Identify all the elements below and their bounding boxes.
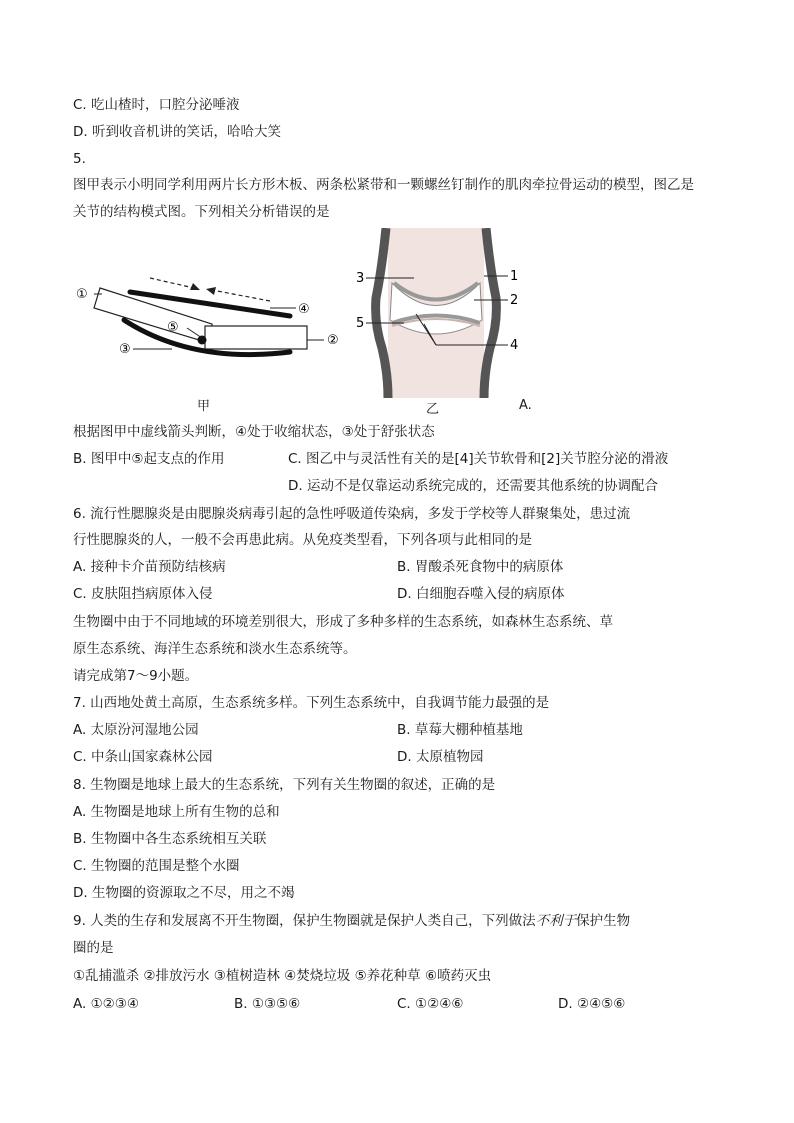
jia-label-2: ② xyxy=(327,333,339,348)
q5-stem-line1: 图甲表示小明同学利用两片长方形木板、两条松紧带和一颗螺丝钉制作的肌肉牵拉骨运动的模型，图乙是 xyxy=(73,177,694,193)
yi-label-5: 5 xyxy=(356,316,365,331)
q6-option-c: C. 皮肤阻挡病原体入侵 xyxy=(73,586,213,602)
q5-option-a: 根据图甲中虚线箭头判断，④处于收缩状态，③处于舒张状态 xyxy=(73,424,435,440)
q5-stem-line2: 关节的结构模式图。下列相关分析错误的是 xyxy=(73,204,330,220)
q9-stem-line2: 圈的是 xyxy=(73,940,114,956)
q9-stem-line1 xyxy=(73,912,630,930)
intro-line3: 请完成第7～9小题。 xyxy=(73,668,199,684)
q9-option-c: C. ①②④⑥ xyxy=(397,996,464,1012)
jia-label-5: ⑤ xyxy=(167,320,179,335)
joint-capsule-right xyxy=(484,228,496,398)
q7-option-d: D. 太原植物园 xyxy=(397,749,484,765)
q8-option-d: D. 生物圈的资源取之不尽，用之不竭 xyxy=(73,885,295,901)
q7-stem: 7. 山西地处黄土高原，生态系统多样。下列生态系统中，自我调节能力最强的是 xyxy=(73,695,550,711)
q6-option-b: B. 胃酸杀死食物中的病原体 xyxy=(397,559,564,575)
yi-label-2: 2 xyxy=(510,293,519,308)
lower-board xyxy=(205,326,307,349)
q9-option-b: B. ①③⑤⑥ xyxy=(234,996,301,1012)
q9-items: ①乱捕滥杀 ②排放污水 ③植树造林 ④焚烧垃圾 ⑤养花种草 ⑥喷药灭虫 xyxy=(73,968,492,984)
yi-label-1: 1 xyxy=(510,269,519,284)
figure-jia-caption: 甲 xyxy=(197,399,211,414)
q5-option-b: B. 图甲中⑤起支点的作用 xyxy=(73,451,225,467)
q5-number: 5. xyxy=(73,151,86,167)
intro-line1: 生物圈中由于不同地域的环境差别很大，形成了多种多样的生态系统，如森林生态系统、草 xyxy=(73,614,613,630)
intro-line2: 原生态系统、海洋生态系统和淡水生态系统等。 xyxy=(73,641,357,657)
dashed-arrow-right xyxy=(212,290,270,301)
arrowhead-left xyxy=(190,283,200,290)
q6-stem-line2: 行性腮腺炎的人，一般不会再患此病。从免疫类型看，下列各项与此相同的是 xyxy=(73,532,532,548)
q4-option-c: C. 吃山楂时，口腔分泌唾液 xyxy=(73,97,240,113)
q9-stem-text-end: 保护生物 xyxy=(576,913,631,929)
q6-stem-line1: 6. 流行性腮腺炎是由腮腺炎病毒引起的急性呼吸道传染病，多发于学校等人群聚集处，患过流 xyxy=(73,506,631,522)
figure-jia-muscle-model xyxy=(72,268,352,368)
q9-emphasis: 不利于 xyxy=(535,913,577,929)
q5-option-c: C. 图乙中与灵活性有关的是[4]关节软骨和[2]关节腔分泌的滑液 xyxy=(288,451,669,467)
q5-option-a-marker: A. xyxy=(519,398,532,413)
q7-option-b: B. 草莓大棚种植基地 xyxy=(397,722,523,738)
screw-5 xyxy=(198,336,207,345)
q6-option-d: D. 白细胞吞噬入侵的病原体 xyxy=(397,586,565,602)
yi-label-3: 3 xyxy=(356,271,365,286)
joint-capsule-left xyxy=(376,228,388,398)
figure-yi-joint-structure xyxy=(352,228,527,398)
yi-label-4: 4 xyxy=(510,338,519,353)
figure-yi-caption: 乙 xyxy=(426,402,440,417)
jia-label-4: ④ xyxy=(298,302,310,317)
q9-option-d: D. ②④⑤⑥ xyxy=(558,996,626,1012)
q6-option-a: A. 接种卡介苗预防结核病 xyxy=(73,559,226,575)
q4-option-d: D. 听到收音机讲的笑话，哈哈大笑 xyxy=(73,124,281,140)
q8-option-a: A. 生物圈是地球上所有生物的总和 xyxy=(73,804,280,820)
q8-stem: 8. 生物圈是地球上最大的生态系统，下列有关生物圈的叙述，正确的是 xyxy=(73,777,496,793)
arrowhead-right xyxy=(206,287,216,295)
q7-option-c: C. 中条山国家森林公园 xyxy=(73,749,213,765)
q9-option-a: A. ①②③④ xyxy=(73,996,139,1012)
q8-option-c: C. 生物圈的范围是整个水圈 xyxy=(73,858,240,874)
q8-option-b: B. 生物圈中各生态系统相互关联 xyxy=(73,831,267,847)
q7-option-a: A. 太原汾河湿地公园 xyxy=(73,722,199,738)
dashed-arrow-left xyxy=(150,278,194,288)
jia-label-3: ③ xyxy=(119,342,131,357)
q5-option-d: D. 运动不是仅靠运动系统完成的，还需要其他系统的协调配合 xyxy=(288,478,658,494)
q9-stem-text: 9. 人类的生存和发展离不开生物圈，保护生物圈就是保护人类自己，下列做法 xyxy=(73,913,536,929)
jia-label-1: ① xyxy=(76,287,88,302)
